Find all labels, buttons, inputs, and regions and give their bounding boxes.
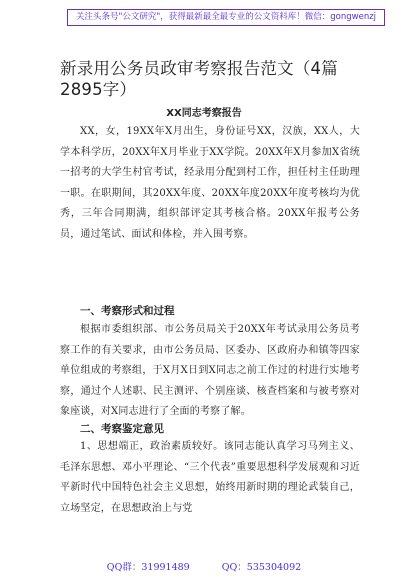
document-title: 新录用公务员政审考察报告范文（4篇2895字）	[60, 59, 338, 99]
contact-footer	[0, 559, 408, 573]
promo-banner: 关注头条号"公文研究"，获得最新最全最专业的公文资料库！微信：gongwenzj	[67, 9, 385, 26]
section-heading-1: 一、考察形式和过程	[80, 305, 175, 317]
report-subtitle: XX同志考察报告	[166, 108, 242, 119]
section-heading-2: 二、考察鉴定意见	[80, 423, 164, 435]
qq-group-text: QQ群：31991489	[106, 562, 190, 573]
section2-paragraph: 1、思想端正，政治素质较好。该同志能认真学习马列主义、毛泽东思想、邓小平理论、“三个代表”重要思想科学发展观和习近平新时代中国特色社会主义思想，始终用新时期的理论武装自己，立场坚定，在思想政治上与党	[60, 441, 360, 514]
section1-paragraph: 根据市委组织部、市公务员局关于20XX年考试录用公务员考察工作的有关要求，由市公务员局、区委办、区政府办和镇等四家单位组成的考察组，于X月X日到X同志之前工作过的村进行实地考察，通过个人述职、民主测评、个别座谈、核查档案和与被考察对象座谈，对X同志进行了全面的考察了解。	[60, 324, 360, 417]
qq-number-text: QQ：535304092	[221, 562, 302, 573]
intro-paragraph: XX，女，19XX年X月出生，身份证号XX，汉族，XX人，大学本科学历，20XX年X月毕业于XX学院。20XX年X月参加X省统一招考的大学生村官考试，经录用分配到村工作，担任村主任助理一职。在职期间，其20XX年度、20XX年度20XX年度考核均为优秀，三年合同期满，组织部评定其考核合格。20XX年报考公务员，通过笔试、面试和体检，并入围考察。	[60, 126, 360, 240]
